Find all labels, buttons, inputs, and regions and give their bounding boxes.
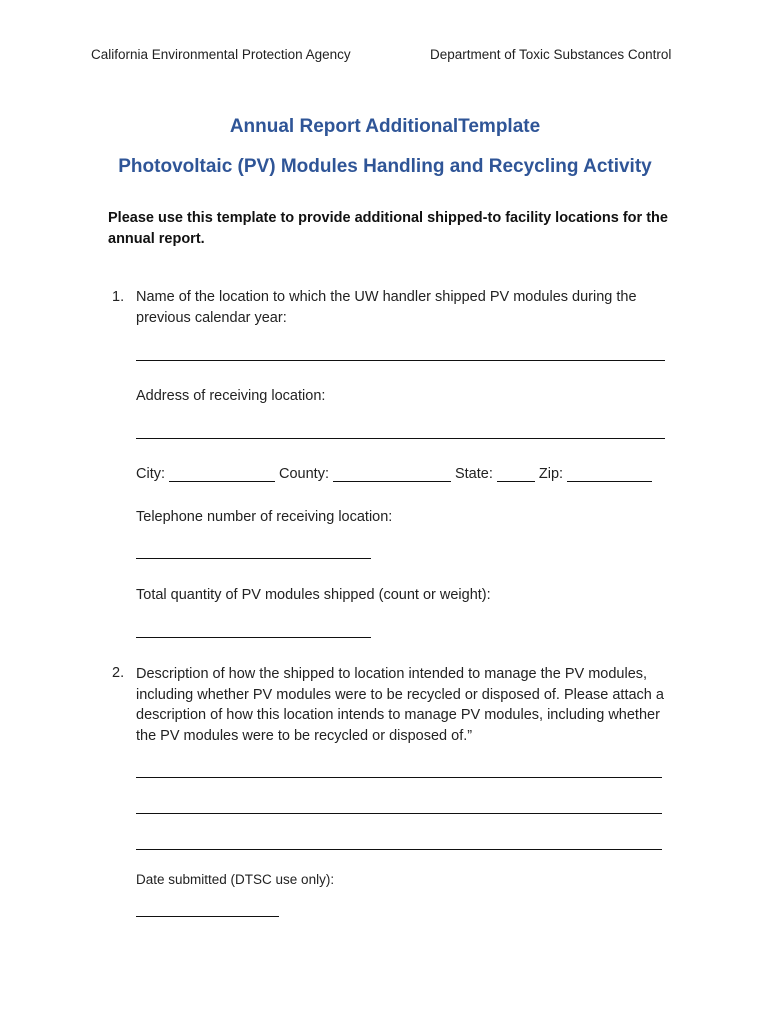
address-label: Address of receiving location: (136, 388, 326, 404)
date-submitted-label: Date submitted (DTSC use only): (136, 872, 335, 887)
state-label: State: (454, 466, 493, 482)
description-line-3[interactable] (136, 849, 662, 850)
location-name-line[interactable] (136, 360, 665, 361)
question-2-number: 2. (112, 665, 125, 681)
question-1-number: 1. (112, 289, 125, 305)
city-line[interactable] (169, 467, 275, 482)
address-line[interactable] (136, 438, 665, 439)
document-subtitle: Photovoltaic (PV) Modules Handling and Recycling Activity (118, 156, 652, 177)
intro-instructions: Please use this template to provide additional shipped-to facility locations for the annual report. (108, 210, 668, 247)
county-label: County: (279, 466, 329, 482)
date-submitted-line[interactable] (136, 916, 279, 917)
county-line[interactable] (333, 467, 451, 482)
document-title: Annual Report AdditionalTemplate (229, 116, 541, 137)
zip-label: Zip: (538, 466, 564, 482)
question-1-text: Name of the location to which the UW handler shipped PV modules during the previous calendar year: (136, 289, 637, 326)
zip-line[interactable] (567, 467, 652, 482)
city-county-state-zip-row (136, 466, 656, 482)
question-2-text: Description of how the shipped to location intended to manage the PV modules, including whether PV modules were to be recycled or disposed of. Please attach a description of how this location intends to manage PV modules, including whether the PV modules were to be recycled or disposed of.” (136, 666, 664, 744)
header-department: Department of Toxic Substances Control (430, 47, 672, 62)
quantity-label: Total quantity of PV modules shipped (count or weight): (136, 587, 491, 603)
description-line-1[interactable] (136, 777, 662, 778)
quantity-line[interactable] (136, 637, 371, 638)
city-label: City: (136, 466, 165, 482)
telephone-line[interactable] (136, 558, 371, 559)
header-agency: California Environmental Protection Agency (91, 47, 351, 62)
state-line[interactable] (497, 467, 535, 482)
telephone-label: Telephone number of receiving location: (136, 509, 393, 525)
description-line-2[interactable] (136, 813, 662, 814)
